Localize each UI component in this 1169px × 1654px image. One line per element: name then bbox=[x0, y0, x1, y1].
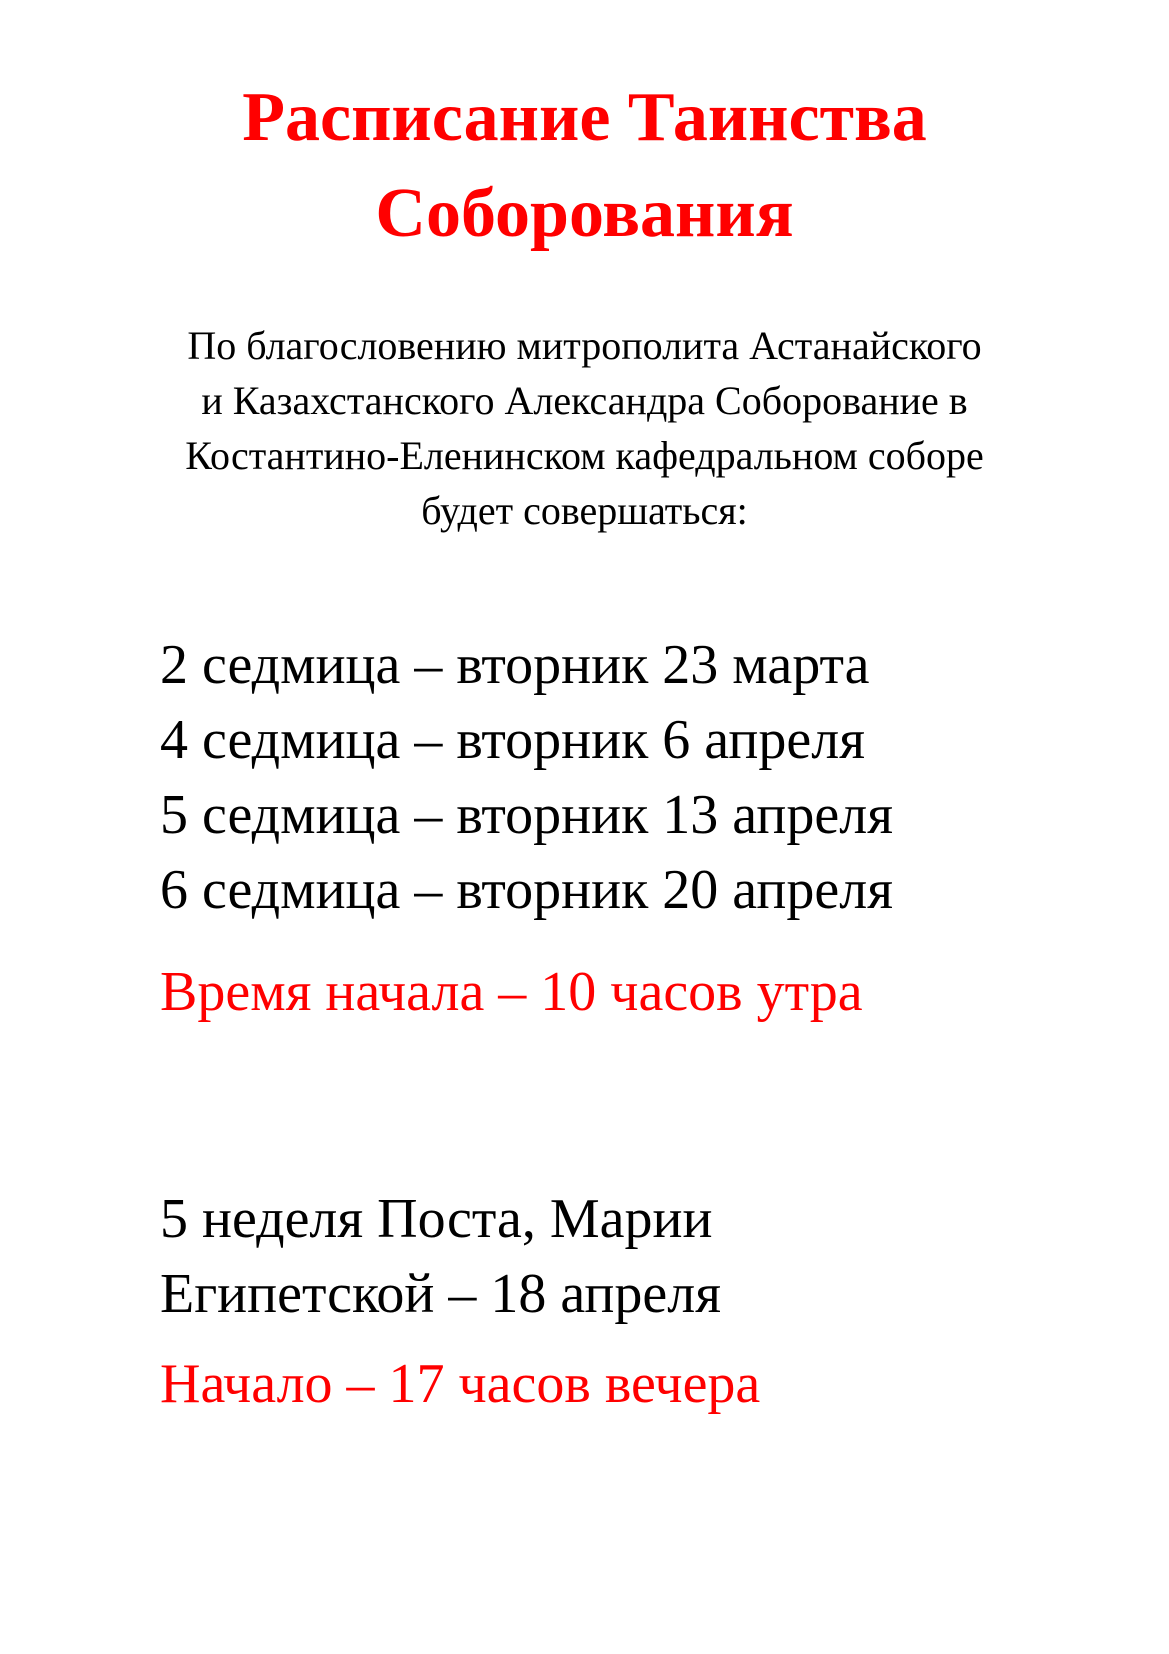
schedule-item: 4 седмица – вторник 6 апреля bbox=[160, 709, 865, 771]
title-line-2: Соборования bbox=[375, 175, 794, 252]
schedule-item: 6 седмица – вторник 20 апреля bbox=[160, 859, 893, 921]
page-title bbox=[0, 70, 1169, 262]
schedule-item: 5 седмица – вторник 13 апреля bbox=[160, 784, 893, 846]
intro-paragraph bbox=[60, 318, 1109, 538]
intro-line: По благословению митрополита Астанайского bbox=[187, 323, 982, 368]
special-service-line: Египетской – 18 апреля bbox=[160, 1263, 721, 1325]
weekday-start-time: Время начала – 10 часов утра bbox=[160, 961, 863, 1023]
special-start-time: Начало – 17 часов вечера bbox=[160, 1353, 761, 1415]
schedule-item: 2 седмица – вторник 23 марта bbox=[160, 634, 870, 696]
special-service bbox=[160, 1182, 721, 1332]
special-service-line: 5 неделя Поста, Марии bbox=[160, 1188, 713, 1250]
intro-line: Костантино-Еленинском кафедральном соборе bbox=[185, 433, 984, 478]
intro-line: будет совершаться: bbox=[421, 488, 748, 533]
schedule-list bbox=[160, 628, 893, 928]
title-line-1: Расписание Таинства bbox=[242, 79, 927, 156]
intro-line: и Казахстанского Александра Соборование в bbox=[201, 378, 968, 423]
